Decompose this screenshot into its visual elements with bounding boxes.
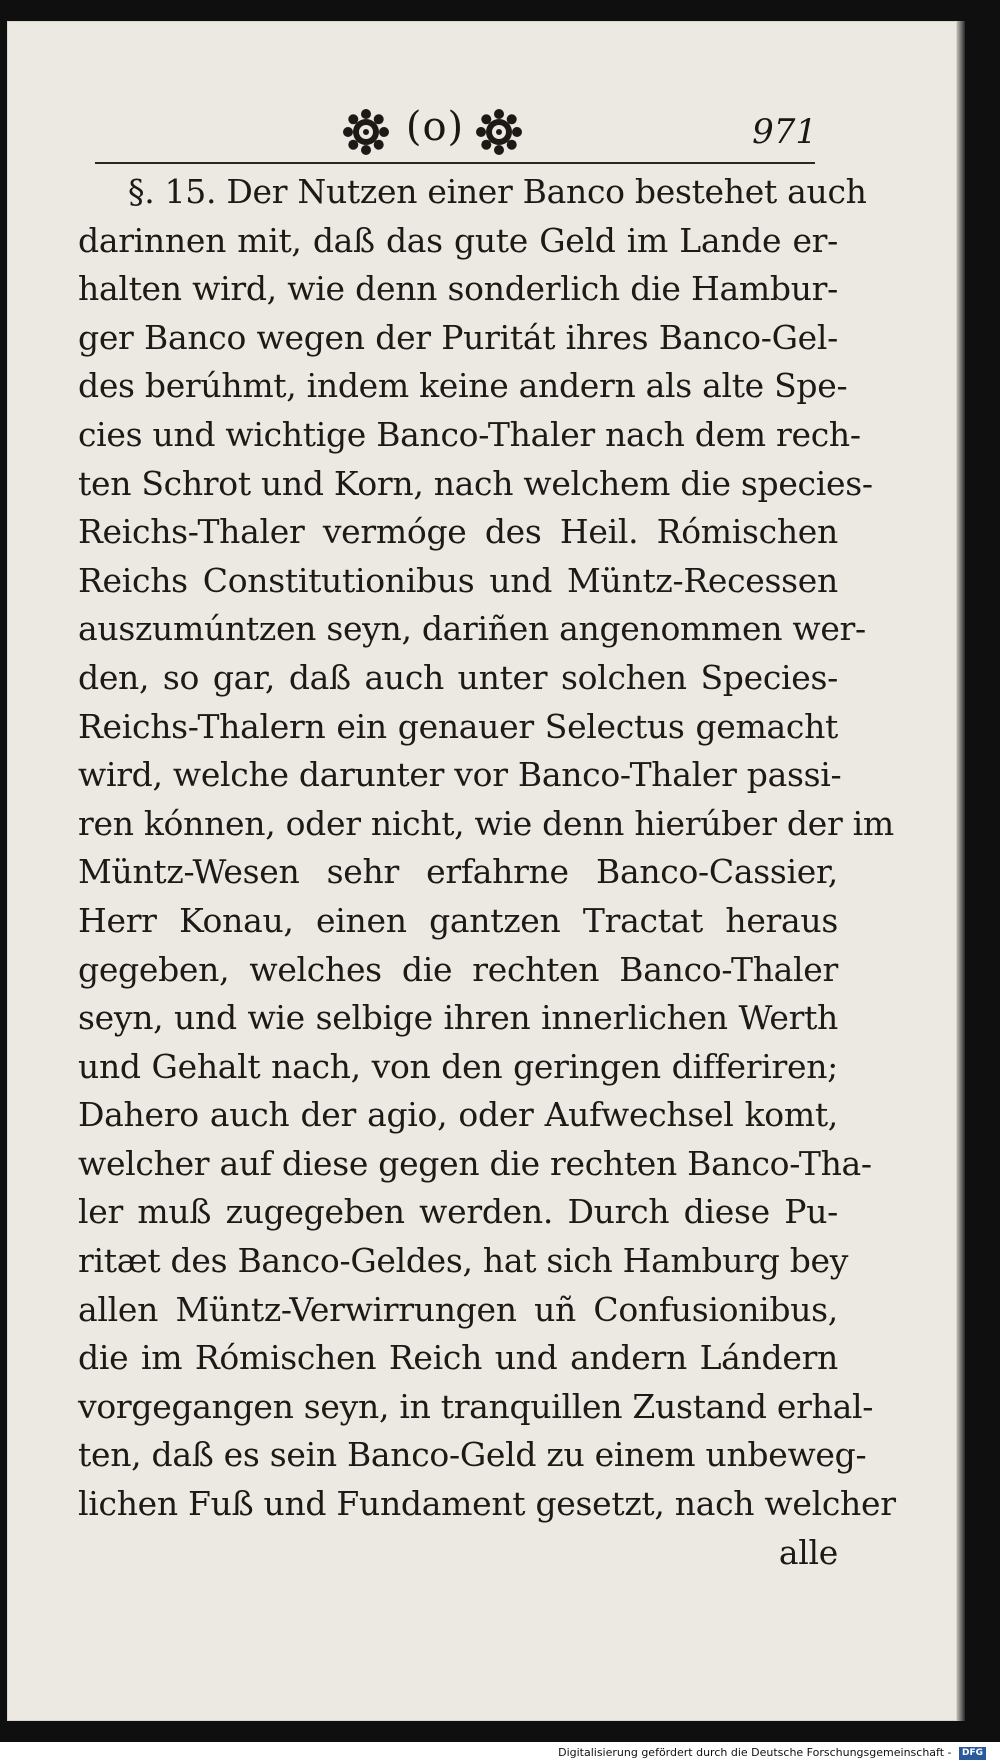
page-header — [85, 92, 825, 164]
text-line: ler muß zugegeben werden. Durch diese Pu- — [78, 1192, 838, 1232]
text-line: ten Schrot und Korn, nach welchem die species- — [78, 463, 873, 503]
text-line: seyn, und wie selbige ihren innerlichen Werth — [78, 998, 838, 1038]
dfg-logo: DFG — [959, 1747, 986, 1760]
credit-text: Digitalisierung gefördert durch die Deutsche Forschungsgemeinschaft - — [558, 1746, 952, 1759]
header-rule — [95, 162, 815, 164]
text-line: allen Müntz-Verwirrungen uñ Confusionibus, — [78, 1289, 838, 1329]
text-line: den, so gar, daß auch unter solchen Species- — [78, 657, 838, 697]
flower-ornament-icon — [475, 108, 523, 156]
body-text — [78, 168, 896, 1577]
page-edge — [957, 21, 965, 1721]
digitization-credit — [558, 1746, 986, 1760]
page-number: 971 — [752, 112, 817, 152]
text-line: ritæt des Banco-Geldes, hat sich Hamburg bey — [78, 1241, 849, 1281]
text-line: ten, daß es sein Banco-Geld zu einem unbeweg- — [78, 1435, 867, 1475]
catchword: alle — [778, 1532, 838, 1572]
text-line: §. 15. Der Nutzen einer Banco bestehet auch — [128, 172, 867, 211]
text-line: die im Rómischen Reich und andern Lándern — [78, 1338, 838, 1378]
text-line: vorgegangen seyn, in tranquillen Zustand erhal- — [78, 1386, 874, 1426]
text-line: und Gehalt nach, von den geringen differiren; — [78, 1046, 838, 1086]
text-line: Müntz-Wesen sehr erfahrne Banco-Cassier, — [78, 852, 838, 892]
text-line: Reichs-Thaler vermóge des Heil. Rómischen — [78, 512, 838, 552]
text-line: Reichs Constitutionibus und Müntz-Recessen — [78, 560, 838, 600]
text-line: des berúhmt, indem keine andern als alte Spe- — [78, 366, 848, 406]
text-line: Reichs-Thalern ein genauer Selectus gemacht — [78, 706, 838, 746]
header-center-mark: (o) — [405, 104, 465, 150]
flower-ornament-icon — [342, 108, 390, 156]
text-line: darinnen mit, daß das gute Geld im Lande er- — [78, 220, 838, 260]
text-line: lichen Fuß und Fundament gesetzt, nach welcher — [78, 1484, 896, 1524]
text-line: ger Banco wegen der Puritát ihres Banco-Gel- — [78, 317, 838, 357]
text-line: wird, welche darunter vor Banco-Thaler passi- — [78, 755, 842, 795]
text-line: gegeben, welches die rechten Banco-Thaler — [78, 949, 838, 989]
text-line: halten wird, wie denn sonderlich die Hambur- — [78, 269, 838, 309]
text-line: ren kónnen, oder nicht, wie denn hierúber der im — [78, 803, 894, 843]
text-line: Herr Konau, einen gantzen Tractat heraus — [78, 900, 838, 940]
text-line: welcher auf diese gegen die rechten Banco-Tha- — [78, 1143, 872, 1183]
text-line: auszumúntzen seyn, dariñen angenommen wer- — [78, 609, 866, 649]
text-line: Dahero auch der agio, oder Aufwechsel komt, — [78, 1095, 838, 1135]
text-line: cies und wichtige Banco-Thaler nach dem rech- — [78, 414, 861, 454]
